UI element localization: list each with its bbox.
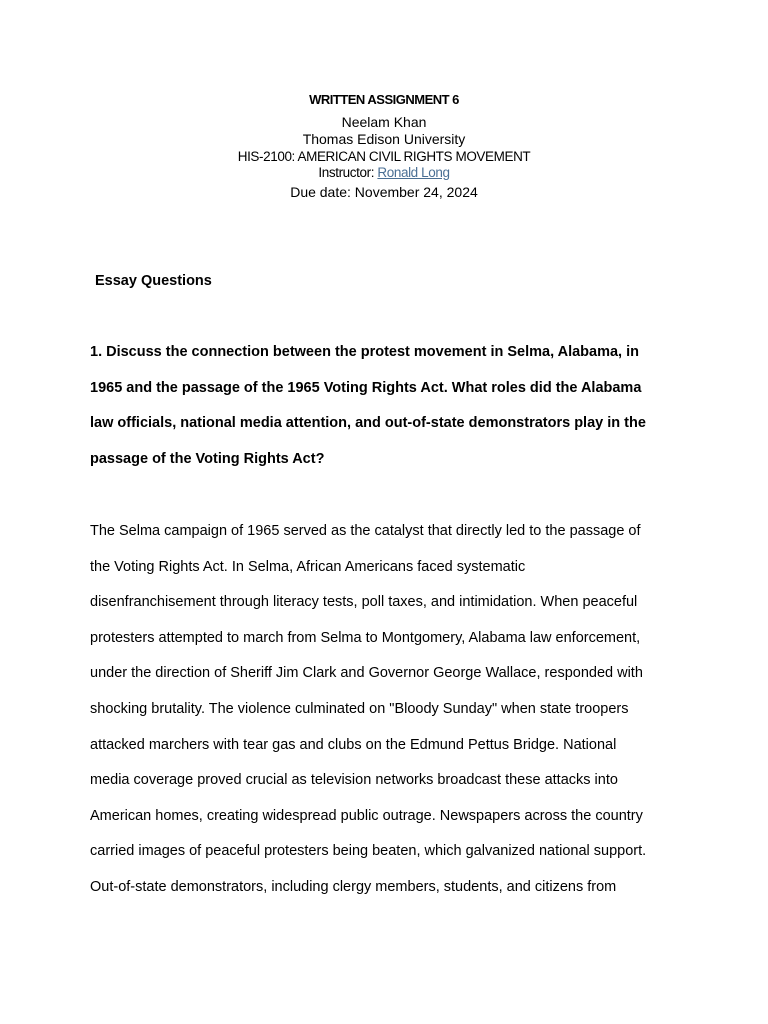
answer-line: attacked marchers with tear gas and clubs on the Edmund Pettus Bridge. National: [90, 736, 617, 753]
answer-line: disenfranchisement through literacy tests, poll taxes, and intimidation. When peaceful: [90, 594, 638, 611]
instructor-line: [0, 164, 768, 181]
instructor-link[interactable]: Ronald Long: [377, 165, 450, 180]
question-line: 1. Discuss the connection between the protest movement in Selma, Alabama, in: [90, 344, 639, 360]
answer-line: protesters attempted to march from Selma to Montgomery, Alabama law enforcement,: [90, 629, 641, 646]
answer-line: Out-of-state demonstrators, including clergy members, students, and citizens from: [90, 878, 617, 895]
section-heading: Essay Questions: [95, 273, 212, 289]
author-name: Neelam Khan: [341, 114, 427, 130]
answer-line: the Voting Rights Act. In Selma, African Americans faced systematic: [90, 558, 526, 575]
question-line: passage of the Voting Rights Act?: [90, 451, 325, 468]
answer-line: shocking brutality. The violence culminated on "Bloody Sunday" when state troopers: [90, 700, 629, 717]
course-name: HIS-2100: AMERICAN CIVIL RIGHTS MOVEMENT: [237, 149, 531, 164]
essay-question: [90, 335, 690, 478]
question-line: law officials, national media attention, and out-of-state demonstrators play in the: [90, 415, 646, 432]
university-name: Thomas Edison University: [302, 131, 466, 147]
essay-answer: [90, 514, 690, 906]
question-line: 1965 and the passage of the 1965 Voting Rights Act. What roles did the Alabama: [90, 379, 642, 396]
answer-line: carried images of peaceful protesters being beaten, which galvanized national support.: [90, 843, 647, 860]
due-date: Due date: November 24, 2024: [290, 184, 478, 200]
instructor-label: Instructor:: [318, 165, 378, 180]
document-title: WRITTEN ASSIGNMENT 6: [309, 92, 459, 107]
answer-line: The Selma campaign of 1965 served as the catalyst that directly led to the passage of: [90, 523, 641, 539]
answer-line: media coverage proved crucial as television networks broadcast these attacks into: [90, 772, 618, 789]
answer-line: under the direction of Sheriff Jim Clark and Governor George Wallace, responded with: [90, 665, 643, 682]
answer-line: American homes, creating widespread public outrage. Newspapers across the country: [90, 807, 643, 824]
